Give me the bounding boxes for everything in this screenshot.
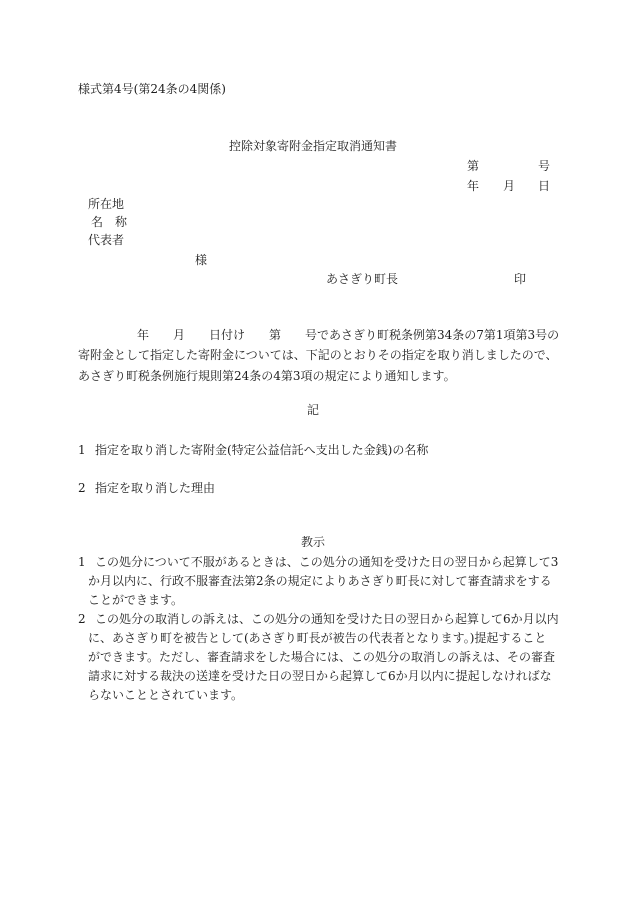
issuer-seal-mark: 印 xyxy=(514,272,527,286)
notice-body-paragraph xyxy=(78,325,559,387)
note-item xyxy=(78,479,558,498)
note-item-number: 2 xyxy=(78,481,86,495)
recipient-name-label: 名 称 xyxy=(91,215,128,229)
note-item xyxy=(78,441,558,460)
form-number: 様式第4号(第24条の4関係) xyxy=(78,82,226,96)
document-date-line xyxy=(0,177,630,196)
instruction-item xyxy=(78,610,558,705)
instruction-line: この処分の取消しの訴えは、この処分の通知を受けた日の翌日から起算して6か月以内 xyxy=(95,611,559,626)
instruction-heading: 教示 xyxy=(300,535,325,549)
date-month-label: 月 xyxy=(503,179,516,193)
note-item-number: 1 xyxy=(78,443,86,457)
recipient-address-label: 所在地 xyxy=(88,197,125,211)
document-title: 控除対象寄附金指定取消通知書 xyxy=(228,139,397,153)
document-number-prefix: 第 xyxy=(467,159,480,173)
instruction-item-number: 1 xyxy=(78,554,86,569)
note-item-text: 指定を取り消した理由 xyxy=(95,481,216,495)
instruction-line: この処分について不服があるときは、この処分の通知を受けた日の翌日から起算して3 xyxy=(95,554,559,569)
recipient-honorific: 様 xyxy=(195,253,208,267)
instruction-line: らないこととされています。 xyxy=(88,688,244,703)
instruction-line: か月以内に、行政不服審査法第2条の規定によりあさぎり町長に対して審査請求をする xyxy=(88,573,552,588)
recipient-representative-label: 代表者 xyxy=(88,233,125,247)
notes-heading: 記 xyxy=(306,403,319,417)
issuer-name: あさぎり町長 xyxy=(326,272,399,286)
instruction-line: に、あさぎり町を被告として(あさぎり町長が被告の代表者となります。)提起すること xyxy=(88,630,547,645)
body-line: あさぎり町税条例施行規則第24条の4第3項の規定により通知します。 xyxy=(78,368,456,383)
instruction-line: 請求に対する裁決の送達を受けた日の翌日から起算して6か月以内に提起しなければな xyxy=(88,669,552,684)
body-line: 年 月 日付け 第 号であさぎり町税条例第34条の7第1項第3号の xyxy=(137,327,560,342)
instruction-line: ことができます。 xyxy=(88,592,184,607)
note-item-text: 指定を取り消した寄附金(特定公益信託へ支出した金銭)の名称 xyxy=(95,443,429,457)
document-number-line xyxy=(0,157,630,176)
document-number-suffix: 号 xyxy=(538,159,551,173)
date-year-label: 年 xyxy=(467,179,480,193)
body-line: 寄附金として指定した寄附金については、下記のとおりその指定を取り消しましたので、 xyxy=(78,348,558,362)
instruction-item-number: 2 xyxy=(78,611,86,626)
instruction-list xyxy=(78,553,558,706)
date-day-label: 日 xyxy=(538,179,551,193)
instruction-item xyxy=(78,553,558,610)
instruction-line: ができます。ただし、審査請求をした場合には、この処分の取消しの訴えは、その審査 xyxy=(88,649,556,664)
